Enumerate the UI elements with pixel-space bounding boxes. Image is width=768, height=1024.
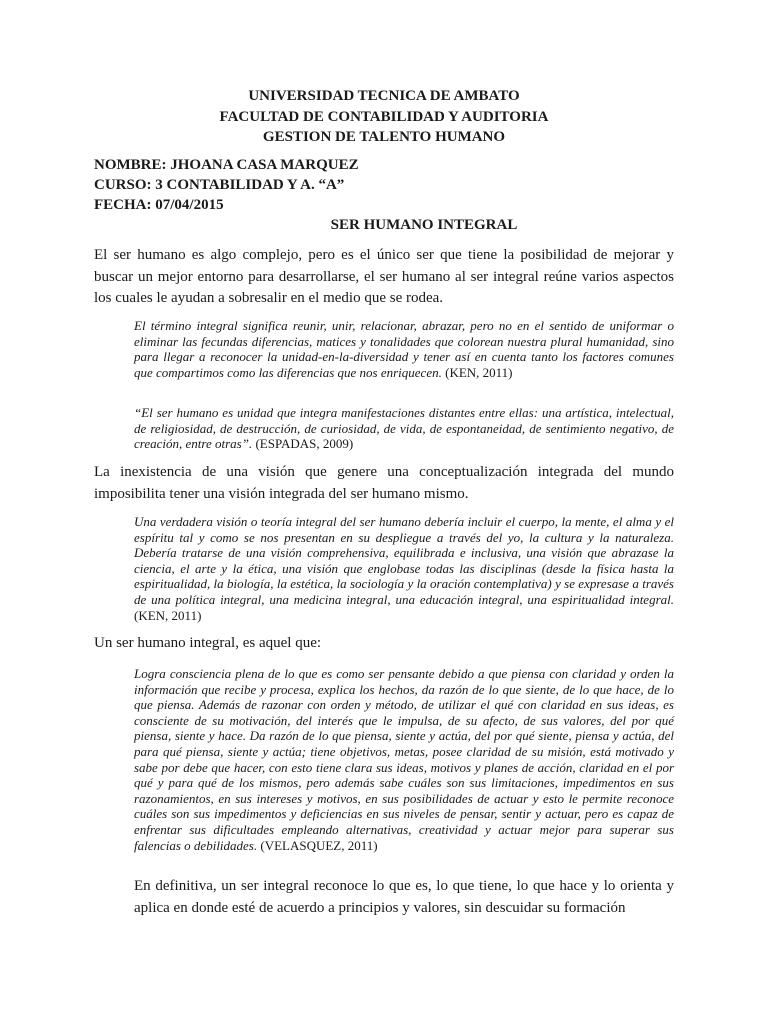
quote-citation: (ESPADAS, 2009) bbox=[255, 436, 354, 452]
student-name: NOMBRE: JHOANA CASA MARQUEZ bbox=[94, 157, 359, 173]
faculty-name: FACULTAD DE CONTABILIDAD Y AUDITORIA bbox=[219, 108, 549, 125]
course-subject: GESTION DE TALENTO HUMANO bbox=[262, 129, 506, 145]
quote-text: El término integral significa reunir, unir, relacionar, abrazar, pero no en el sentido de uniformar o eliminar las fecundas diferencias, matices y tonalidades que colorean nuestra plural humanidad, sino para llegar a reconocer la unidad-en-la-diversidad y tener así en cuenta tanto los factores comunes que compartimos como las diferencias que nos enriquecen. bbox=[134, 318, 674, 380]
quote-integral-human-traits bbox=[134, 666, 674, 853]
paragraph-vision: La inexistencia de una visión que genere una conceptualización integrada del mundo imposibilita tener una visión integrada del ser humano mismo. bbox=[94, 464, 674, 502]
document-header bbox=[94, 86, 674, 148]
paragraph-integral-human: Un ser humano integral, es aquel que: bbox=[94, 635, 322, 651]
document-date: FECHA: 07/04/2015 bbox=[94, 197, 224, 213]
student-course: CURSO: 3 CONTABILIDAD Y A. “A” bbox=[94, 177, 345, 193]
quote-citation: (KEN, 2011) bbox=[134, 607, 202, 623]
document-title: SER HUMANO INTEGRAL bbox=[330, 217, 518, 233]
student-info bbox=[94, 155, 359, 215]
quote-text: Una verdadera visión o teoría integral del ser humano debería incluir el cuerpo, la mente, el alma y el espíritu tal y como se nos presentan en su despliegue a través del yo, la cultura y la naturaleza. Debería tratarse de una visión comprehensiva, equilibrada e inclusiva, una visión que abrazase la ciencia, el arte y la ética, una visión que englobase todas las disciplinas (desde la física hasta la espiritualidad, la biología, la estética, la sociología y la oración contemplativa) y se expresase a través de una política integral, una medicina integral, una educación integral, una espiritualidad integral. bbox=[134, 514, 674, 607]
quote-integral-theory bbox=[134, 514, 674, 623]
paragraph-intro: El ser humano es algo complejo, pero es el único ser que tiene la posibilidad de mejorar y buscar un mejor entorno para desarrollarse, el ser humano al ser integral reúne varios aspectos los cuales le ayudan a sobresalir en el medio que se rodea. bbox=[94, 247, 674, 306]
quote-text: Logra consciencia plena de lo que es como ser pensante debido a que piensa con claridad y orden la información que recibe y procesa, explica los hechos, da razón de lo que siente, de lo que hace, de lo que piensa. Además de razonar con orden y método, de utilizar el qué con claridad en sus ideas, es consciente de su motivación, del interés que le impulsa, de su afecto, de sus valores, del por qué piensa, siente y hace. Da razón de lo que piensa, siente y actúa, del por qué siente, piensa y actúa, del para qué piensa, siente y actúa; tiene objetivos, metas, posee claridad de su misión, está motivado y sabe por debe que hacer, con esto tiene clara sus ideas, motivos y planes de acción, claridad en el por qué y para qué de los mismos, pero además sabe cuáles son sus limitaciones, impedimentos en sus razonamientos, en sus intereses y motivos, en sus posibilidades de actuar y esto le permite reconoce cuáles son sus impedimentos y deficiencias en sus niveles de pensar, sentir y actuar, pero es capaz de enfrentar sus dificultades empleando alternativas, creatividad y actuar mejor para superar sus falencias o debilidades. bbox=[134, 666, 674, 853]
quote-text: “El ser humano es unidad que integra manifestaciones distantes entre ellas: una artística, intelectual, de religiosidad, de destrucción, de curiosidad, de vida, de espontaneidad, de sentimiento negativo, de creación, entre otras”. bbox=[134, 405, 674, 452]
university-name: UNIVERSIDAD TECNICA DE AMBATO bbox=[248, 88, 520, 104]
quote-citation: (KEN, 2011) bbox=[445, 364, 513, 380]
quote-citation: (VELASQUEZ, 2011) bbox=[260, 837, 378, 853]
paragraph-conclusion: En definitiva, un ser integral reconoce lo que es, lo que tiene, lo que hace y lo orienta y aplica en donde esté de acuerdo a principios y valores, sin descuidar su formación bbox=[134, 878, 674, 916]
quote-human-unity bbox=[134, 405, 674, 452]
quote-integral-definition bbox=[134, 318, 674, 380]
